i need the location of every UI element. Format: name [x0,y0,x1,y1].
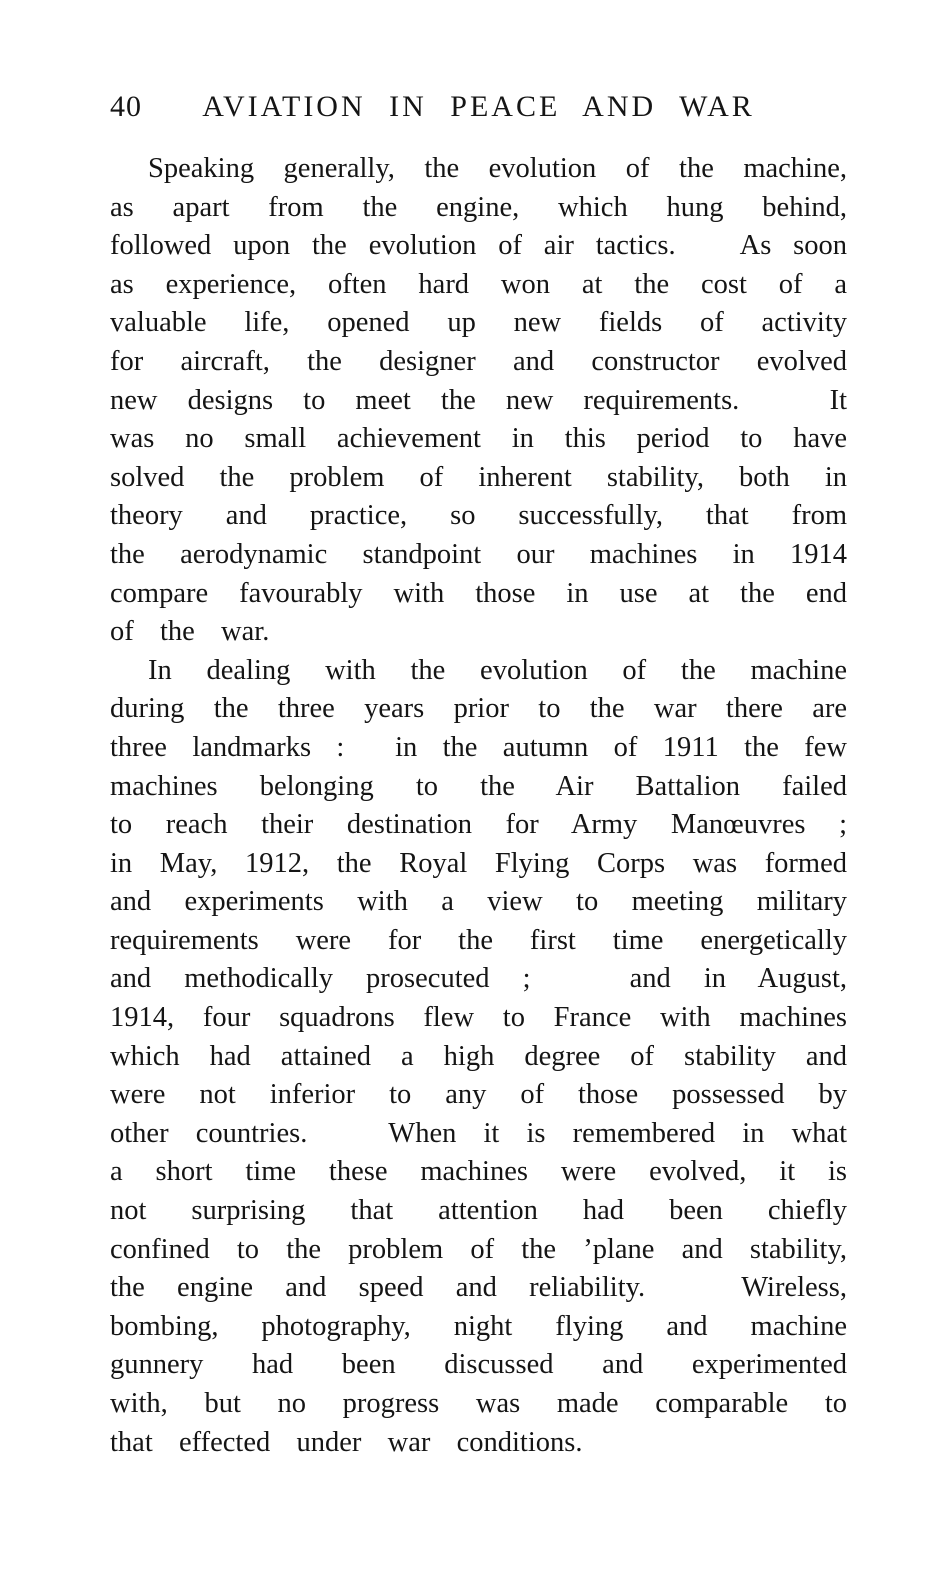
text-line: a short time these machines were evolved, it is [110,1156,847,1188]
text-line: solved the problem of inherent stability, both in [110,461,847,493]
text-line: other countries. When it is remembered in what [110,1117,847,1149]
text-line: gunnery had been discussed and experimented [110,1349,847,1381]
text-line: during the three years prior to the war there are [110,693,847,725]
text-line: with, but no progress was made comparable to [110,1388,847,1419]
text-line: 1914, four squadrons flew to France with machines [110,1002,847,1034]
text-line: confined to the problem of the ’plane and stability, [110,1233,847,1265]
text-line: the aerodynamic standpoint our machines in 1914 [110,538,847,570]
text-line: as apart from the engine, which hung behind, [110,191,847,223]
page-number: 40 [110,90,142,123]
text-line: not surprising that attention had been chiefly [110,1195,847,1227]
text-line: as experience, often hard won at the cost of a [110,268,847,300]
text-line: three landmarks : in the autumn of 1911 the few [110,731,847,763]
text-line: which had attained a high degree of stability and [110,1040,847,1072]
paragraph [110,150,847,652]
text-line: Speaking generally, the evolution of the machine, [148,153,847,184]
text-line: in May, 1912, the Royal Flying Corps was formed [110,847,847,879]
text-line: that effected under war conditions. [110,1426,583,1458]
text-line: In dealing with the evolution of the machine [148,654,847,686]
page-header [110,90,847,132]
text-line: and experiments with a view to meeting military [110,886,847,918]
text-line: was no small achievement in this period to have [110,423,847,455]
text-line: theory and practice, so successfully, that from [110,500,847,532]
text-line: valuable life, opened up new fields of activity [110,307,847,339]
text-line: the engine and speed and reliability. Wireless, [110,1272,847,1304]
paragraph [110,652,847,1462]
text-line: new designs to meet the new requirements. It [110,384,847,416]
text-line: bombing, photography, night flying and machine [110,1310,847,1342]
running-title: AVIATION IN PEACE AND WAR [202,90,755,123]
text-line: of the war. [110,616,270,648]
text-line: were not inferior to any of those possessed by [110,1079,847,1111]
text-line: compare favourably with those in use at the end [110,577,847,609]
text-line: to reach their destination for Army Manœuvres ; [110,809,847,841]
text-line: and methodically prosecuted ; and in August, [110,963,847,995]
text-line: machines belonging to the Air Battalion failed [110,770,847,802]
text-line: for aircraft, the designer and constructor evolved [110,345,847,377]
text-line: requirements were for the first time energetically [110,924,847,956]
text-line: followed upon the evolution of air tactics. As soon [110,230,847,262]
page-body [110,150,847,1462]
